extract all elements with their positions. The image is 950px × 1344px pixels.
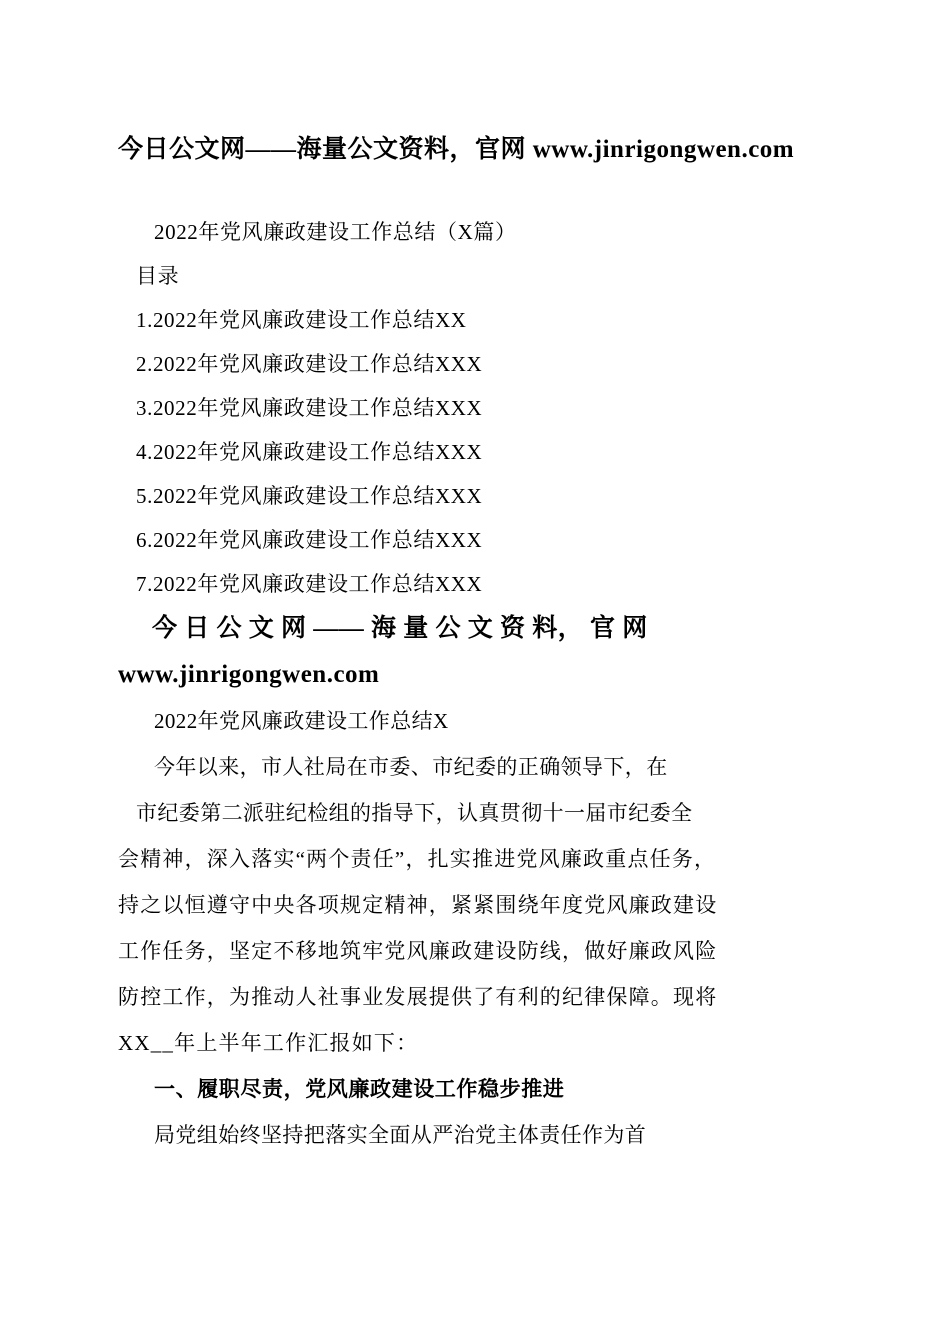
article-title: 2022年党风廉政建设工作总结X (154, 709, 449, 733)
toc-item-6[interactable]: 6.2022年党风廉政建设工作总结XXX (136, 528, 483, 552)
toc-item-2[interactable]: 2.2022年党风廉政建设工作总结XXX (136, 352, 483, 376)
document-content (118, 130, 832, 1158)
toc-item-1[interactable]: 1.2022年党风廉政建设工作总结XX (136, 308, 467, 332)
toc-item-7[interactable]: 7.2022年党风廉政建设工作总结XXX (136, 572, 483, 596)
toc-item-4[interactable]: 4.2022年党风廉政建设工作总结XXX (136, 440, 483, 464)
paragraph-1-line-5: 工作任务，坚定不移地筑牢党风廉政建设防线，做好廉政风险 (118, 939, 718, 963)
document-title: 2022年党风廉政建设工作总结（X篇） (154, 220, 517, 244)
paragraph-2-line-1: 局党组始终坚持把落实全面从严治党主体责任作为首 (154, 1123, 647, 1147)
paragraph-1-line-2: 市纪委第二派驻纪检组的指导下，认真贯彻十一届市纪委全 (136, 801, 693, 825)
toc-label: 目录 (136, 264, 180, 288)
paragraph-1-line-1: 今年以来，市人社局在市委、市纪委的正确领导下，在 (154, 755, 668, 779)
toc-item-3[interactable]: 3.2022年党风廉政建设工作总结XXX (136, 396, 483, 420)
section-heading-1: 一、履职尽责，党风廉政建设工作稳步推进 (154, 1077, 565, 1101)
paragraph-1-line-7: XX__年上半年工作汇报如下： (118, 1031, 419, 1055)
site-banner-line1: 今 日 公 文 网 —— 海 量 公 文 资 料， 官 网 (152, 615, 648, 642)
site-header-text: 今日公文网——海量公文资料，官网 www.jinrigongwen.com (118, 136, 795, 163)
paragraph-1-line-6: 防控工作，为推动人社事业发展提供了有利的纪律保障。现将 (118, 985, 718, 1009)
paragraph-1-line-3: 会精神，深入落实“两个责任”，扎实推进党风廉政重点任务， (118, 847, 717, 871)
paragraph-1-line-4: 持之以恒遵守中央各项规定精神，紧紧围绕年度党风廉政建设 (118, 893, 718, 917)
toc-item-5[interactable]: 5.2022年党风廉政建设工作总结XXX (136, 484, 483, 508)
site-banner-line2: www.jinrigongwen.com (118, 661, 380, 688)
